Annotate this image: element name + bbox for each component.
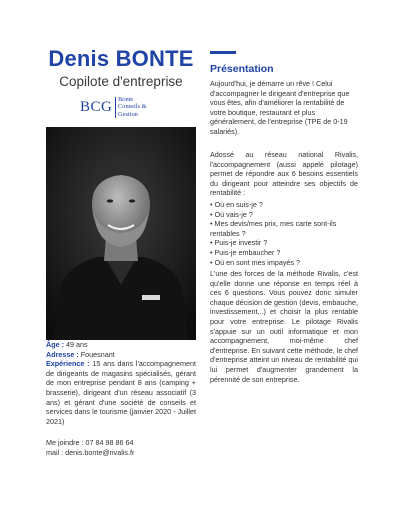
list-item: • Où en sont mes impayés ? <box>210 257 301 267</box>
logo-mark: BCG <box>80 99 113 115</box>
logo-text <box>118 96 147 118</box>
address-line: Adresse : Fouesnant <box>46 349 115 359</box>
list-item: • Où en suis-je ? <box>210 200 263 209</box>
job-title: Copilote d'entreprise <box>59 74 183 89</box>
needs-list <box>210 200 358 267</box>
company-logo <box>80 96 160 120</box>
contact-section <box>46 438 196 457</box>
list-item: • Où vais-je ? <box>210 209 253 219</box>
logo-line-1: Bonte <box>118 96 134 103</box>
bio-section <box>46 340 196 426</box>
experience-line: Expérience : 15 ans dans l'accompagnement de dirigeants de magasins spécialisés, gérant de mon entreprise pendant 8 ans (camping + brasserie), dirigeant d'un réseau associatif (3 ans) et gérant d'une société de conseils et services dans le tourisme (janvier 2020 - Juillet 2021) <box>46 359 196 426</box>
email-line: mail : denis.bonte@rivalis.fr <box>46 447 135 457</box>
list-item: • Mes devis/mes prix, mes carte sont-ils rentables ? <box>210 219 337 238</box>
logo-line-3: Gestion <box>118 110 138 118</box>
presentation-paragraph-1: Aujourd'hui, je démarre un rêve ! Celui d'accompagner le dirigeant d'entreprise que vous êtes, afin d'améliorer la rentabilité de votre boutique, restaurant et plus généralement, de l'entreprise (TPE de 0-19 salariés). <box>210 79 350 136</box>
section-accent-bar <box>210 51 236 54</box>
presentation-title: Présentation <box>210 63 274 75</box>
phone-line: Me joindre : 07 84 98 86 64 <box>46 438 134 447</box>
list-item: • Puis-je embaucher ? <box>210 247 281 257</box>
presentation-paragraph-2: Adossé au réseau national Rivalis, l'accompagnement (aussi appelé pilotage) permet de répondre aux 6 besoins essentiels du dirigeant pour atteindre ses objectifs de rentabilité : <box>210 150 358 198</box>
age-line: Âge : 49 ans <box>46 340 88 349</box>
list-item: • Puis-je investir ? <box>210 238 268 248</box>
logo-separator <box>115 97 116 118</box>
logo-line-2: Conseils & <box>118 103 147 111</box>
person-name: Denis BONTE <box>48 46 194 71</box>
portrait-photo <box>46 127 196 340</box>
presentation-paragraph-3: L'une des forces de la méthode Rivalis, c'est qu'elle donne une réponse en temps réel à ces 6 questions. Vous pouvez donc simuler chaque décision de gestion (devis, embauche, investissement,..) et choisir la plus rentable pour votre entreprise. Le pilotage Rivalis s'appuie sur un outil informatique et mon accompagnement, moi-même chef d'entreprise. En suivant cette méthode, le chef d'entreprise atteint un niveau de rentabilité qui lui permet d'augmenter grandement la pérennité de son entreprise. <box>210 269 358 384</box>
